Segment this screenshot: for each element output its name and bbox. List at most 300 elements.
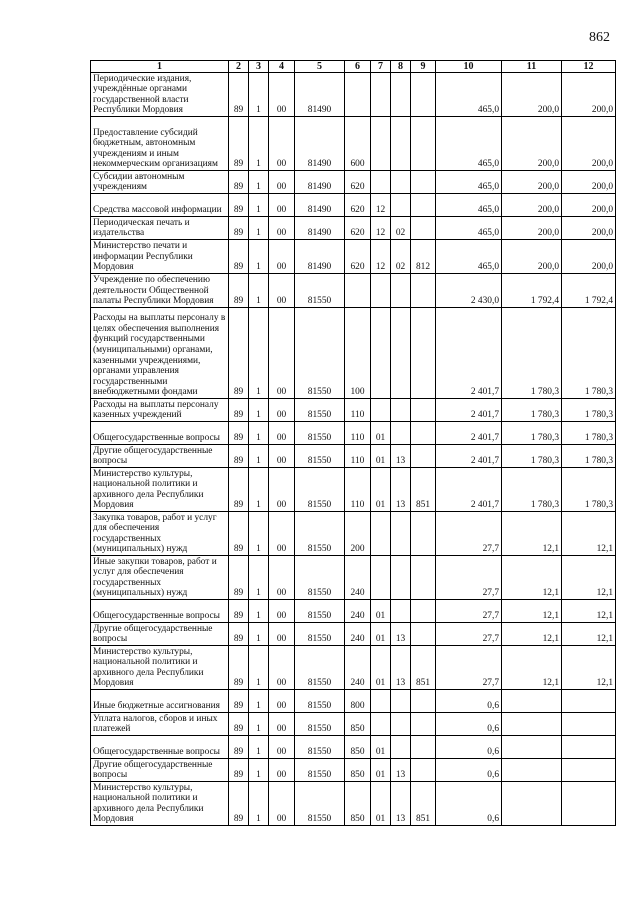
amount-col11: 1 792,4 <box>502 274 562 308</box>
subchapter-code <box>391 422 411 445</box>
column-header: 8 <box>391 61 411 73</box>
table-body <box>91 73 616 826</box>
row-name: Уплата налогов, сборов и иных платежей <box>91 713 229 736</box>
section-code: 89 <box>229 782 249 826</box>
subchapter-code <box>391 308 411 399</box>
column-header: 5 <box>295 61 345 73</box>
amount-col10: 2 401,7 <box>436 445 502 468</box>
program-code: 00 <box>269 422 295 445</box>
item-code: 81550 <box>295 623 345 646</box>
expense-type: 800 <box>345 690 371 713</box>
chapter-code: 01 <box>371 759 391 782</box>
section-code: 89 <box>229 73 249 117</box>
chapter-code: 01 <box>371 623 391 646</box>
expense-type: 110 <box>345 422 371 445</box>
header-row <box>91 61 616 73</box>
section-code: 89 <box>229 445 249 468</box>
subchapter-code <box>391 736 411 759</box>
amount-col11: 1 780,3 <box>502 445 562 468</box>
amount-col12: 200,0 <box>562 194 616 217</box>
amount-col10: 27,7 <box>436 623 502 646</box>
amount-col11: 1 780,3 <box>502 308 562 399</box>
amount-col11: 12,1 <box>502 646 562 690</box>
subchapter-code <box>391 171 411 194</box>
item-code: 81550 <box>295 646 345 690</box>
program-code: 00 <box>269 308 295 399</box>
subchapter-code: 13 <box>391 759 411 782</box>
table-row <box>91 399 616 422</box>
table-row <box>91 759 616 782</box>
amount-col10: 0,6 <box>436 690 502 713</box>
column-header: 3 <box>249 61 269 73</box>
subchapter-code <box>391 73 411 117</box>
amount-col12: 1 780,3 <box>562 468 616 512</box>
ministry-code: 851 <box>411 782 436 826</box>
expense-type: 850 <box>345 713 371 736</box>
program-code: 00 <box>269 217 295 240</box>
subsection-code: 1 <box>249 194 269 217</box>
ministry-code <box>411 217 436 240</box>
table-row <box>91 274 616 308</box>
subchapter-code: 13 <box>391 646 411 690</box>
table-row <box>91 117 616 171</box>
item-code: 81490 <box>295 73 345 117</box>
row-name: Расходы на выплаты персоналу казенных учреждений <box>91 399 229 422</box>
subsection-code: 1 <box>249 117 269 171</box>
chapter-code: 12 <box>371 240 391 274</box>
expense-type: 240 <box>345 646 371 690</box>
amount-col12: 200,0 <box>562 217 616 240</box>
subsection-code: 1 <box>249 759 269 782</box>
amount-col12: 12,1 <box>562 512 616 556</box>
amount-col12 <box>562 759 616 782</box>
subsection-code: 1 <box>249 782 269 826</box>
amount-col12: 1 792,4 <box>562 274 616 308</box>
row-name: Другие общегосударственные вопросы <box>91 759 229 782</box>
subchapter-code <box>391 399 411 422</box>
subsection-code: 1 <box>249 468 269 512</box>
item-code: 81550 <box>295 468 345 512</box>
expense-type: 620 <box>345 194 371 217</box>
item-code: 81550 <box>295 422 345 445</box>
ministry-code <box>411 171 436 194</box>
ministry-code <box>411 736 436 759</box>
item-code: 81550 <box>295 736 345 759</box>
subchapter-code <box>391 713 411 736</box>
program-code: 00 <box>269 468 295 512</box>
subchapter-code <box>391 690 411 713</box>
expense-type: 850 <box>345 759 371 782</box>
program-code: 00 <box>269 274 295 308</box>
subsection-code: 1 <box>249 512 269 556</box>
expense-type: 240 <box>345 556 371 600</box>
table-row <box>91 194 616 217</box>
chapter-code: 12 <box>371 217 391 240</box>
subchapter-code <box>391 117 411 171</box>
table-row <box>91 690 616 713</box>
amount-col12: 1 780,3 <box>562 308 616 399</box>
expense-type: 620 <box>345 171 371 194</box>
item-code: 81550 <box>295 274 345 308</box>
table-row <box>91 422 616 445</box>
expense-type: 110 <box>345 399 371 422</box>
table-row <box>91 600 616 623</box>
subsection-code: 1 <box>249 600 269 623</box>
subsection-code: 1 <box>249 736 269 759</box>
row-name: Министерство культуры, национальной политики и архивного дела Республики Мордовия <box>91 782 229 826</box>
column-header: 2 <box>229 61 249 73</box>
table-row <box>91 512 616 556</box>
subchapter-code: 13 <box>391 445 411 468</box>
row-name: Министерство печати и информации Республики Мордовия <box>91 240 229 274</box>
item-code: 81550 <box>295 308 345 399</box>
row-name: Иные закупки товаров, работ и услуг для обеспечения государственных (муниципальных) нужд <box>91 556 229 600</box>
ministry-code <box>411 73 436 117</box>
program-code: 00 <box>269 194 295 217</box>
amount-col11: 12,1 <box>502 556 562 600</box>
ministry-code <box>411 759 436 782</box>
subchapter-code <box>391 556 411 600</box>
row-name: Субсидии автономным учреждениям <box>91 171 229 194</box>
ministry-code <box>411 600 436 623</box>
amount-col10: 0,6 <box>436 713 502 736</box>
ministry-code <box>411 274 436 308</box>
section-code: 89 <box>229 512 249 556</box>
table-row <box>91 782 616 826</box>
program-code: 00 <box>269 171 295 194</box>
amount-col11 <box>502 782 562 826</box>
column-header: 7 <box>371 61 391 73</box>
item-code: 81550 <box>295 713 345 736</box>
subsection-code: 1 <box>249 217 269 240</box>
amount-col10: 465,0 <box>436 117 502 171</box>
program-code: 00 <box>269 782 295 826</box>
table-row <box>91 646 616 690</box>
item-code: 81550 <box>295 759 345 782</box>
amount-col11: 12,1 <box>502 512 562 556</box>
row-name: Учреждение по обеспечению деятельности Общественной палаты Республики Мордовия <box>91 274 229 308</box>
expense-type: 600 <box>345 117 371 171</box>
section-code: 89 <box>229 468 249 512</box>
subsection-code: 1 <box>249 171 269 194</box>
amount-col11: 200,0 <box>502 194 562 217</box>
row-name: Периодические издания, учреждённые органами государственной власти Республики Мордовия <box>91 73 229 117</box>
amount-col11: 200,0 <box>502 240 562 274</box>
chapter-code <box>371 117 391 171</box>
amount-col12: 12,1 <box>562 556 616 600</box>
amount-col10: 2 401,7 <box>436 422 502 445</box>
amount-col12: 1 780,3 <box>562 399 616 422</box>
row-name: Общегосударственные вопросы <box>91 422 229 445</box>
amount-col10: 465,0 <box>436 217 502 240</box>
subsection-code: 1 <box>249 556 269 600</box>
program-code: 00 <box>269 600 295 623</box>
expense-type: 850 <box>345 736 371 759</box>
program-code: 00 <box>269 73 295 117</box>
amount-col10: 465,0 <box>436 240 502 274</box>
chapter-code <box>371 171 391 194</box>
table-row <box>91 73 616 117</box>
expense-type: 240 <box>345 623 371 646</box>
ministry-code <box>411 399 436 422</box>
section-code: 89 <box>229 713 249 736</box>
amount-col10: 2 401,7 <box>436 399 502 422</box>
ministry-code: 851 <box>411 646 436 690</box>
budget-table <box>90 60 616 826</box>
subsection-code: 1 <box>249 73 269 117</box>
subchapter-code <box>391 600 411 623</box>
row-name: Закупка товаров, работ и услуг для обеспечения государственных (муниципальных) нужд <box>91 512 229 556</box>
section-code: 89 <box>229 194 249 217</box>
table-row <box>91 171 616 194</box>
section-code: 89 <box>229 308 249 399</box>
section-code: 89 <box>229 759 249 782</box>
amount-col12: 200,0 <box>562 73 616 117</box>
section-code: 89 <box>229 690 249 713</box>
chapter-code <box>371 512 391 556</box>
expense-type: 620 <box>345 240 371 274</box>
subsection-code: 1 <box>249 399 269 422</box>
subchapter-code: 13 <box>391 782 411 826</box>
item-code: 81490 <box>295 217 345 240</box>
amount-col11: 200,0 <box>502 171 562 194</box>
section-code: 89 <box>229 117 249 171</box>
item-code: 81550 <box>295 399 345 422</box>
amount-col12: 1 780,3 <box>562 422 616 445</box>
program-code: 00 <box>269 759 295 782</box>
amount-col11: 12,1 <box>502 623 562 646</box>
column-header: 1 <box>91 61 229 73</box>
table-row <box>91 736 616 759</box>
section-code: 89 <box>229 422 249 445</box>
section-code: 89 <box>229 217 249 240</box>
amount-col11: 1 780,3 <box>502 399 562 422</box>
chapter-code <box>371 713 391 736</box>
amount-col10: 27,7 <box>436 600 502 623</box>
item-code: 81490 <box>295 117 345 171</box>
table-row <box>91 713 616 736</box>
chapter-code <box>371 399 391 422</box>
section-code: 89 <box>229 600 249 623</box>
amount-col12: 200,0 <box>562 171 616 194</box>
subsection-code: 1 <box>249 646 269 690</box>
expense-type <box>345 274 371 308</box>
amount-col12: 1 780,3 <box>562 445 616 468</box>
ministry-code <box>411 117 436 171</box>
item-code: 81490 <box>295 194 345 217</box>
column-header: 4 <box>269 61 295 73</box>
chapter-code: 01 <box>371 445 391 468</box>
amount-col12: 200,0 <box>562 117 616 171</box>
ministry-code <box>411 556 436 600</box>
page-number: 862 <box>589 30 610 45</box>
ministry-code <box>411 713 436 736</box>
amount-col12: 12,1 <box>562 600 616 623</box>
subchapter-code: 02 <box>391 240 411 274</box>
section-code: 89 <box>229 399 249 422</box>
amount-col10: 0,6 <box>436 736 502 759</box>
subchapter-code: 02 <box>391 217 411 240</box>
program-code: 00 <box>269 512 295 556</box>
row-name: Общегосударственные вопросы <box>91 600 229 623</box>
chapter-code: 01 <box>371 468 391 512</box>
amount-col12: 12,1 <box>562 646 616 690</box>
ministry-code: 812 <box>411 240 436 274</box>
section-code: 89 <box>229 646 249 690</box>
chapter-code: 12 <box>371 194 391 217</box>
subsection-code: 1 <box>249 274 269 308</box>
amount-col12 <box>562 782 616 826</box>
ministry-code <box>411 422 436 445</box>
program-code: 00 <box>269 646 295 690</box>
amount-col10: 465,0 <box>436 171 502 194</box>
amount-col10: 27,7 <box>436 556 502 600</box>
expense-type: 240 <box>345 600 371 623</box>
expense-type: 110 <box>345 445 371 468</box>
row-name: Иные бюджетные ассигнования <box>91 690 229 713</box>
ministry-code <box>411 690 436 713</box>
table-row <box>91 240 616 274</box>
subchapter-code <box>391 274 411 308</box>
column-header: 6 <box>345 61 371 73</box>
ministry-code <box>411 512 436 556</box>
column-header: 9 <box>411 61 436 73</box>
chapter-code: 01 <box>371 600 391 623</box>
section-code: 89 <box>229 274 249 308</box>
item-code: 81490 <box>295 171 345 194</box>
program-code: 00 <box>269 623 295 646</box>
amount-col11: 200,0 <box>502 73 562 117</box>
amount-col11: 1 780,3 <box>502 422 562 445</box>
amount-col11 <box>502 713 562 736</box>
subchapter-code: 13 <box>391 468 411 512</box>
subsection-code: 1 <box>249 422 269 445</box>
ministry-code: 851 <box>411 468 436 512</box>
table-row <box>91 556 616 600</box>
program-code: 00 <box>269 556 295 600</box>
subchapter-code: 13 <box>391 623 411 646</box>
row-name: Периодическая печать и издательства <box>91 217 229 240</box>
expense-type: 100 <box>345 308 371 399</box>
amount-col12: 200,0 <box>562 240 616 274</box>
item-code: 81550 <box>295 600 345 623</box>
chapter-code <box>371 274 391 308</box>
program-code: 00 <box>269 117 295 171</box>
amount-col10: 465,0 <box>436 73 502 117</box>
chapter-code: 01 <box>371 422 391 445</box>
chapter-code: 01 <box>371 646 391 690</box>
section-code: 89 <box>229 736 249 759</box>
column-header: 11 <box>502 61 562 73</box>
program-code: 00 <box>269 399 295 422</box>
chapter-code <box>371 556 391 600</box>
amount-col10: 0,6 <box>436 759 502 782</box>
row-name: Предоставление субсидий бюджетным, автономным учреждениям и иным некоммерческим организациям <box>91 117 229 171</box>
amount-col11 <box>502 690 562 713</box>
expense-type <box>345 73 371 117</box>
subsection-code: 1 <box>249 308 269 399</box>
table-row <box>91 217 616 240</box>
subsection-code: 1 <box>249 690 269 713</box>
program-code: 00 <box>269 445 295 468</box>
amount-col11 <box>502 736 562 759</box>
row-name: Министерство культуры, национальной политики и архивного дела Республики Мордовия <box>91 646 229 690</box>
subchapter-code <box>391 512 411 556</box>
expense-type: 620 <box>345 217 371 240</box>
item-code: 81550 <box>295 690 345 713</box>
item-code: 81550 <box>295 782 345 826</box>
subsection-code: 1 <box>249 445 269 468</box>
row-name: Министерство культуры, национальной политики и архивного дела Республики Мордовия <box>91 468 229 512</box>
ministry-code <box>411 445 436 468</box>
program-code: 00 <box>269 240 295 274</box>
chapter-code: 01 <box>371 736 391 759</box>
item-code: 81550 <box>295 556 345 600</box>
section-code: 89 <box>229 171 249 194</box>
ministry-code <box>411 623 436 646</box>
row-name: Общегосударственные вопросы <box>91 736 229 759</box>
column-header: 10 <box>436 61 502 73</box>
table-row <box>91 308 616 399</box>
amount-col10: 2 401,7 <box>436 468 502 512</box>
item-code: 81490 <box>295 240 345 274</box>
amount-col10: 2 401,7 <box>436 308 502 399</box>
amount-col10: 0,6 <box>436 782 502 826</box>
item-code: 81550 <box>295 445 345 468</box>
column-header: 12 <box>562 61 616 73</box>
amount-col12 <box>562 713 616 736</box>
section-code: 89 <box>229 240 249 274</box>
table-row <box>91 445 616 468</box>
amount-col10: 2 430,0 <box>436 274 502 308</box>
amount-col12: 12,1 <box>562 623 616 646</box>
expense-type: 850 <box>345 782 371 826</box>
row-name: Другие общегосударственные вопросы <box>91 623 229 646</box>
amount-col11 <box>502 759 562 782</box>
subsection-code: 1 <box>249 623 269 646</box>
amount-col11: 1 780,3 <box>502 468 562 512</box>
amount-col12 <box>562 736 616 759</box>
row-name: Другие общегосударственные вопросы <box>91 445 229 468</box>
program-code: 00 <box>269 736 295 759</box>
amount-col11: 200,0 <box>502 117 562 171</box>
ministry-code <box>411 194 436 217</box>
program-code: 00 <box>269 690 295 713</box>
amount-col10: 27,7 <box>436 646 502 690</box>
amount-col10: 27,7 <box>436 512 502 556</box>
amount-col12 <box>562 690 616 713</box>
chapter-code: 01 <box>371 782 391 826</box>
ministry-code <box>411 308 436 399</box>
amount-col11: 200,0 <box>502 217 562 240</box>
section-code: 89 <box>229 556 249 600</box>
chapter-code <box>371 690 391 713</box>
item-code: 81550 <box>295 512 345 556</box>
row-name: Расходы на выплаты персоналу в целях обеспечения выполнения функций государственными (муниципальными) органами, казенными учреждениями, органами управления государственными внебюджетными фондами <box>91 308 229 399</box>
program-code: 00 <box>269 713 295 736</box>
section-code: 89 <box>229 623 249 646</box>
amount-col10: 465,0 <box>436 194 502 217</box>
amount-col11: 12,1 <box>502 600 562 623</box>
subsection-code: 1 <box>249 713 269 736</box>
expense-type: 110 <box>345 468 371 512</box>
row-name: Средства массовой информации <box>91 194 229 217</box>
table-row <box>91 623 616 646</box>
table-row <box>91 468 616 512</box>
subsection-code: 1 <box>249 240 269 274</box>
subchapter-code <box>391 194 411 217</box>
chapter-code <box>371 73 391 117</box>
